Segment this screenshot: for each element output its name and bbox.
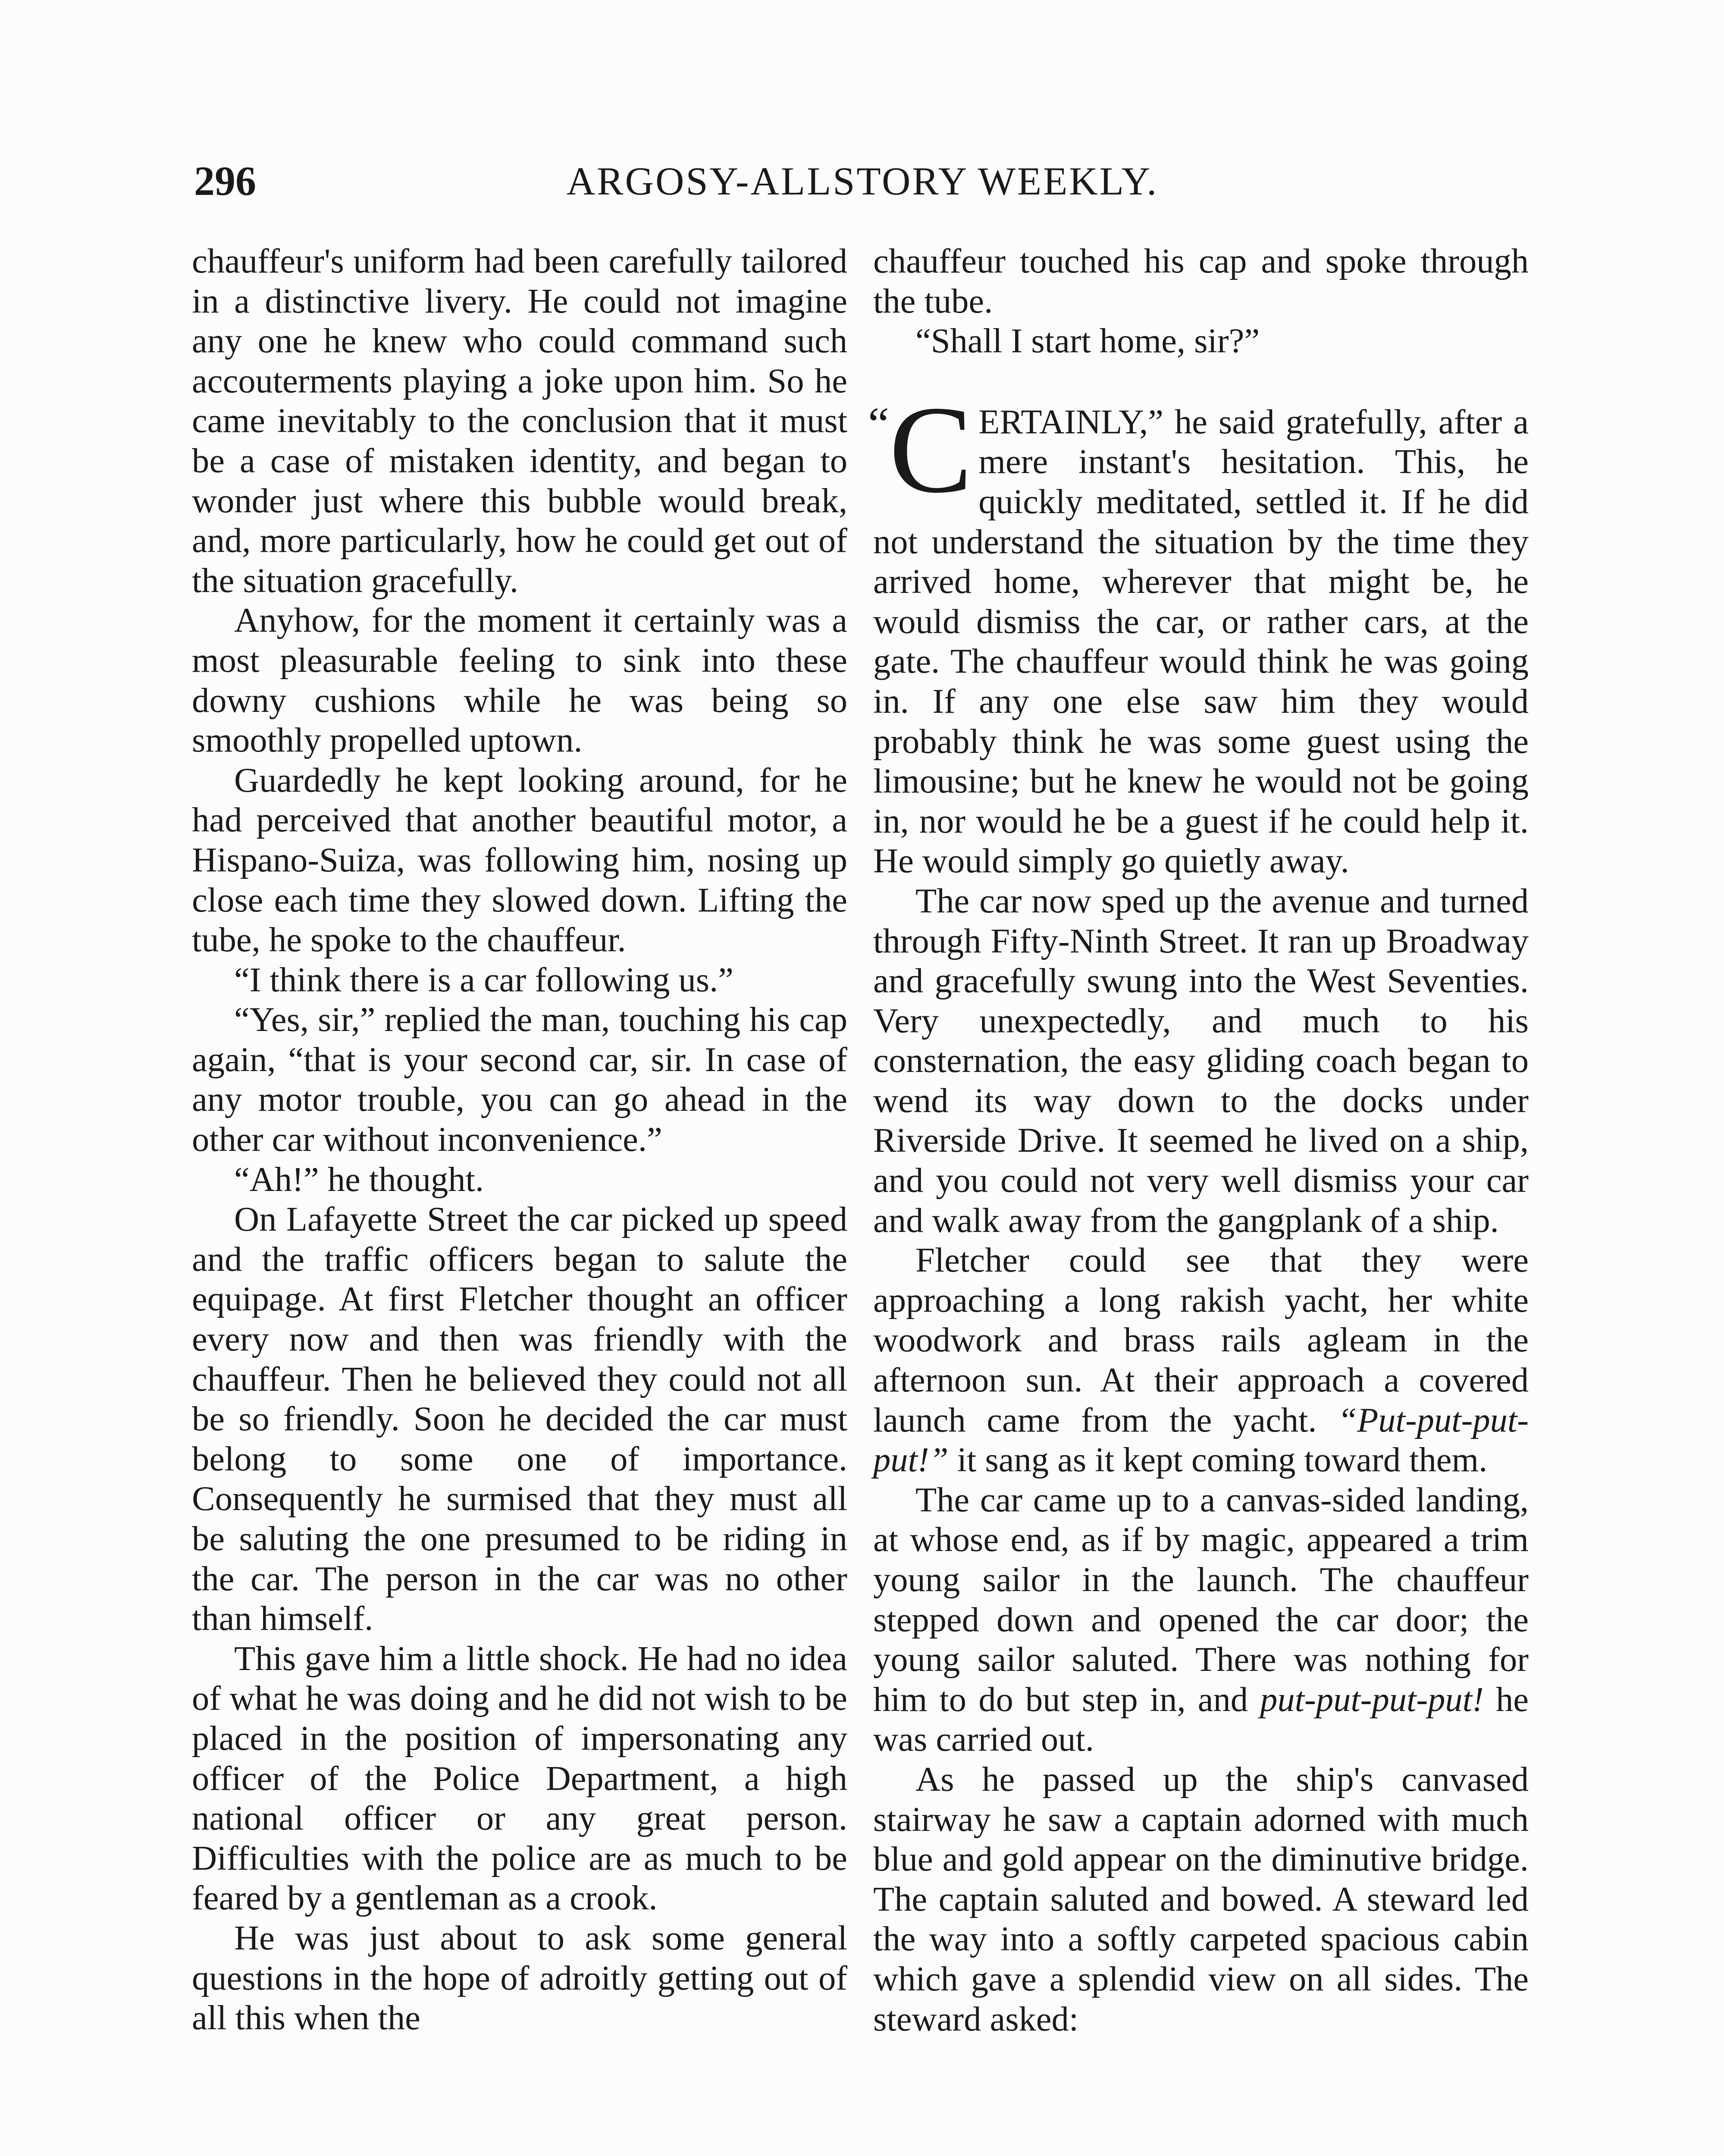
page-header — [194, 155, 1531, 220]
drop-cap-text: ERTAINLY,” he said gratefully, after a mere instant's hesitation. This, he quickly meditated, settled it. If he did not understand the situation by the time they arrived home, wherever that might be, he would dismiss the car, or rather cars, at the gate. The chauffeur would think he was going in. If any one else saw him they would probably think he was some guest using the limousine; but he knew he would not be going in, nor would he be a guest if he could help it. He would simply go quietly away. — [873, 402, 1529, 881]
paragraph-text: Fletcher could see that they were approaching a long rakish yacht, her white woodwork and brass rails agleam in the afternoon sun. At their approach a covered launch came from the yacht. — [873, 1241, 1529, 1439]
drop-cap-paragraph — [868, 380, 1529, 881]
paragraph: “I think there is a car following us.” — [234, 960, 733, 999]
drop-cap-letter: C — [889, 380, 973, 519]
paragraph-text: he was carried out. — [873, 1680, 1529, 1759]
paragraph: This gave him a little shock. He had no idea of what he was doing and he did not wish to be placed in the position of impersonating any officer of the Police Department, a high national officer or any great person. Difficulties with the police are as much to be feared by a gentleman as a crook. — [192, 1639, 847, 1918]
right-column — [868, 241, 1529, 2039]
italic-sound-text: put-put-put-put! — [1260, 1680, 1484, 1719]
drop-cap-quote: “ — [868, 397, 889, 450]
paragraph: chauffeur's uniform had been carefully tailored in a distinctive livery. He could not imagine any one he knew who could command such accouterments playing a joke upon him. So he came inevitably to the conclusion that it must be a case of mistaken identity, and began to wonder just where this bubble would break, and, more particularly, how he could get out of the situation gracefully. — [192, 242, 847, 600]
running-head-title: ARGOSY-ALLSTORY WEEKLY. — [566, 159, 1159, 203]
paragraph: Anyhow, for the moment it certainly was a most pleasurable feeling to sink into these downy cushions while he was being so smoothly propelled uptown. — [192, 601, 847, 760]
paragraph: “Shall I start home, sir?” — [915, 322, 1260, 360]
paragraph: chauffeur touched his cap and spoke through the tube. — [873, 242, 1529, 320]
paragraph: He was just about to ask some general questions in the hope of adroitly getting out of all this when the — [192, 1918, 847, 2037]
italic-sound-text: “Put-put-put-put!” — [873, 1401, 1529, 1479]
paragraph — [873, 1241, 1529, 1480]
paragraph: On Lafayette Street the car picked up speed and the traffic officers began to salute the equipage. At first Fletcher thought an officer every now and then was friendly with the chauffeur. Then he believed they could not all be so friendly. Soon he decided the car must belong to some one of importance. Consequently he surmised that they must all be saluting the one presumed to be riding in the car. The person in the car was no other than himself. — [192, 1200, 847, 1638]
paragraph: The car now sped up the avenue and turned through Fifty-Ninth Street. It ran up Broadway and gracefully swung into the West Seventies. Very unexpectedly, and much to his consternation, the easy gliding coach began to wend its way down to the docks under Riverside Drive. It seemed he lived on a ship, and you could not very well dismiss your car and walk away from the gangplank of a ship. — [873, 881, 1529, 1240]
paragraph: Guardedly he kept looking around, for he had perceived that another beautiful motor, a Hispano-Suiza, was following him, nosing up close each time they slowed down. Lifting the tube, he spoke to the chauffeur. — [192, 761, 847, 959]
paragraph: “Ah!” he thought. — [234, 1160, 484, 1199]
left-column — [192, 241, 847, 2038]
paragraph-text: it sang as it kept coming toward them. — [957, 1441, 1488, 1479]
paragraph: As he passed up the ship's canvased stairway he saw a captain adorned with much blue and gold appear on the diminutive bridge. The captain saluted and bowed. A steward led the way into a softly carpeted spacious cabin which gave a splendid view on all sides. The steward asked: — [873, 1760, 1529, 2038]
drop-cap — [868, 380, 973, 519]
paragraph — [873, 1480, 1529, 1760]
page-number: 296 — [194, 158, 256, 204]
paragraph-text: The car came up to a canvas-sided landing, at whose end, as if by magic, appeared a trim young sailor in the launch. The chauffeur stepped down and opened the car door; the young sailor saluted. There was nothing for him to do but step in, and — [873, 1480, 1529, 1719]
paragraph: “Yes, sir,” replied the man, touching his cap again, “that is your second car, sir. In case of any motor trouble, you can go ahead in the other car without inconvenience.” — [192, 1000, 847, 1159]
